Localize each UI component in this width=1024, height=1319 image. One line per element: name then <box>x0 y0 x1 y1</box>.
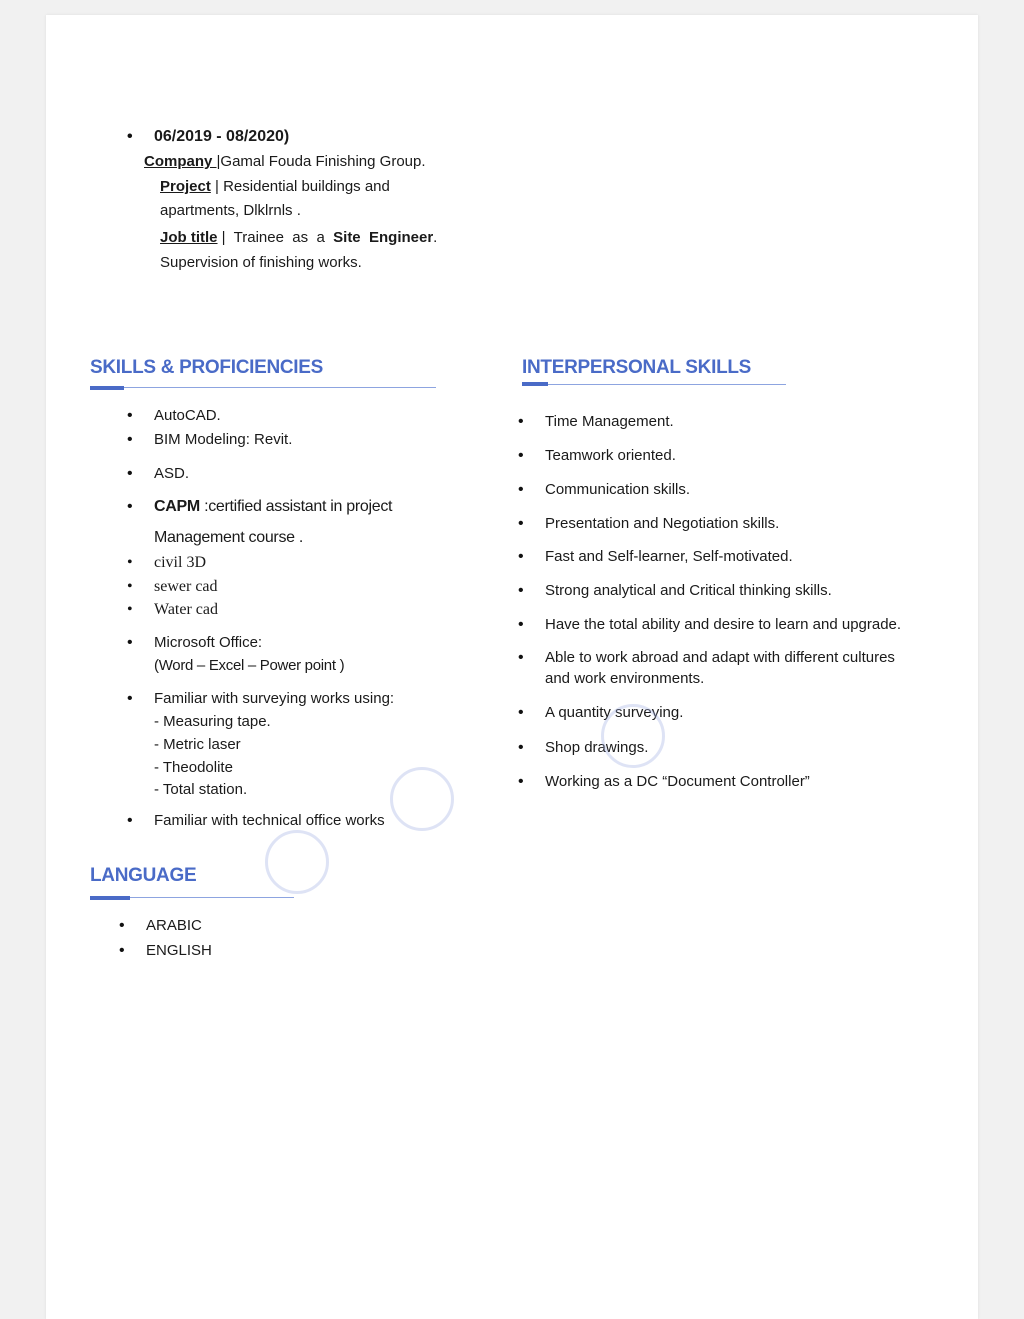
job-description: Supervision of finishing works. <box>160 254 362 271</box>
skill-item: • civil 3D <box>154 553 206 573</box>
capm-line2: Management course . <box>154 529 304 546</box>
skill-item-office: • Microsoft Office: <box>154 633 262 653</box>
interpersonal-item: • Presentation and Negotiation skills. <box>545 514 779 534</box>
survey-subitem: - Theodolite <box>154 759 233 776</box>
skills-heading: SKILLS & PROFICIENCIES <box>90 357 324 378</box>
capm-rest: :certified assistant in project <box>199 498 393 515</box>
project-value-line2: apartments, Dlklrnls . <box>160 202 301 219</box>
interpersonal-item-line2: and work environments. <box>545 670 705 687</box>
survey-subitem: - Metric laser <box>154 736 241 753</box>
touch-indicator-circle <box>601 704 665 768</box>
experience-job <box>160 228 437 248</box>
interpersonal-item: • Able to work abroad and adapt with different cultures <box>545 648 895 668</box>
job-value-post: . <box>433 229 438 246</box>
experience-date: • 06/2019 - 08/2020) <box>154 127 289 147</box>
skill-item: • AutoCAD. <box>154 406 221 426</box>
capm-label: CAPM <box>154 498 200 515</box>
project-value: | Residential buildings and <box>210 178 390 195</box>
job-label: Job title <box>160 229 218 246</box>
skill-item: • ASD. <box>154 464 189 484</box>
language-rule-accent <box>90 896 130 900</box>
interpersonal-rule <box>522 384 786 385</box>
project-label: Project <box>160 178 211 195</box>
skill-item: • Water cad <box>154 600 218 620</box>
interpersonal-item: • Strong analytical and Critical thinking skills. <box>545 581 832 601</box>
office-line2: (Word – Excel – Power point ) <box>154 657 345 674</box>
skill-item-surveying: • Familiar with surveying works using: <box>154 689 394 709</box>
job-value-bold: Site Engineer <box>333 229 434 246</box>
experience-project <box>160 177 390 197</box>
touch-indicator-circle <box>265 830 329 894</box>
skill-item: • BIM Modeling: Revit. <box>154 430 292 450</box>
resume-page <box>46 15 978 1319</box>
language-heading: LANGUAGE <box>90 865 197 886</box>
skill-item: • sewer cad <box>154 577 218 597</box>
language-item: • ARABIC <box>146 916 202 936</box>
survey-subitem: - Total station. <box>154 781 248 798</box>
interpersonal-item: • Teamwork oriented. <box>545 446 676 466</box>
interpersonal-item: • Have the total ability and desire to learn and upgrade. <box>545 615 901 635</box>
skills-rule-accent <box>90 386 124 390</box>
job-value-pre: | Trainee as a <box>217 229 334 246</box>
language-item: • ENGLISH <box>146 941 212 961</box>
interpersonal-item: • A quantity surveying. <box>545 703 683 723</box>
skills-rule <box>90 387 436 388</box>
interpersonal-item: • Time Management. <box>545 412 674 432</box>
touch-indicator-circle <box>390 767 454 831</box>
survey-subitem: - Measuring tape. <box>154 713 271 730</box>
company-value: |Gamal Fouda Finishing Group. <box>216 153 426 170</box>
interpersonal-item: • Shop drawings. <box>545 738 648 758</box>
skill-item: • Familiar with technical office works <box>154 811 385 831</box>
interpersonal-item: • Communication skills. <box>545 480 690 500</box>
interpersonal-item: • Fast and Self-learner, Self-motivated. <box>545 547 793 567</box>
experience-company <box>144 152 426 172</box>
interpersonal-item: • Working as a DC “Document Controller” <box>545 772 810 792</box>
interpersonal-rule-accent <box>522 382 548 386</box>
skill-item-capm <box>154 497 392 517</box>
company-label: Company <box>144 153 217 170</box>
interpersonal-heading: INTERPERSONAL SKILLS <box>522 357 752 378</box>
